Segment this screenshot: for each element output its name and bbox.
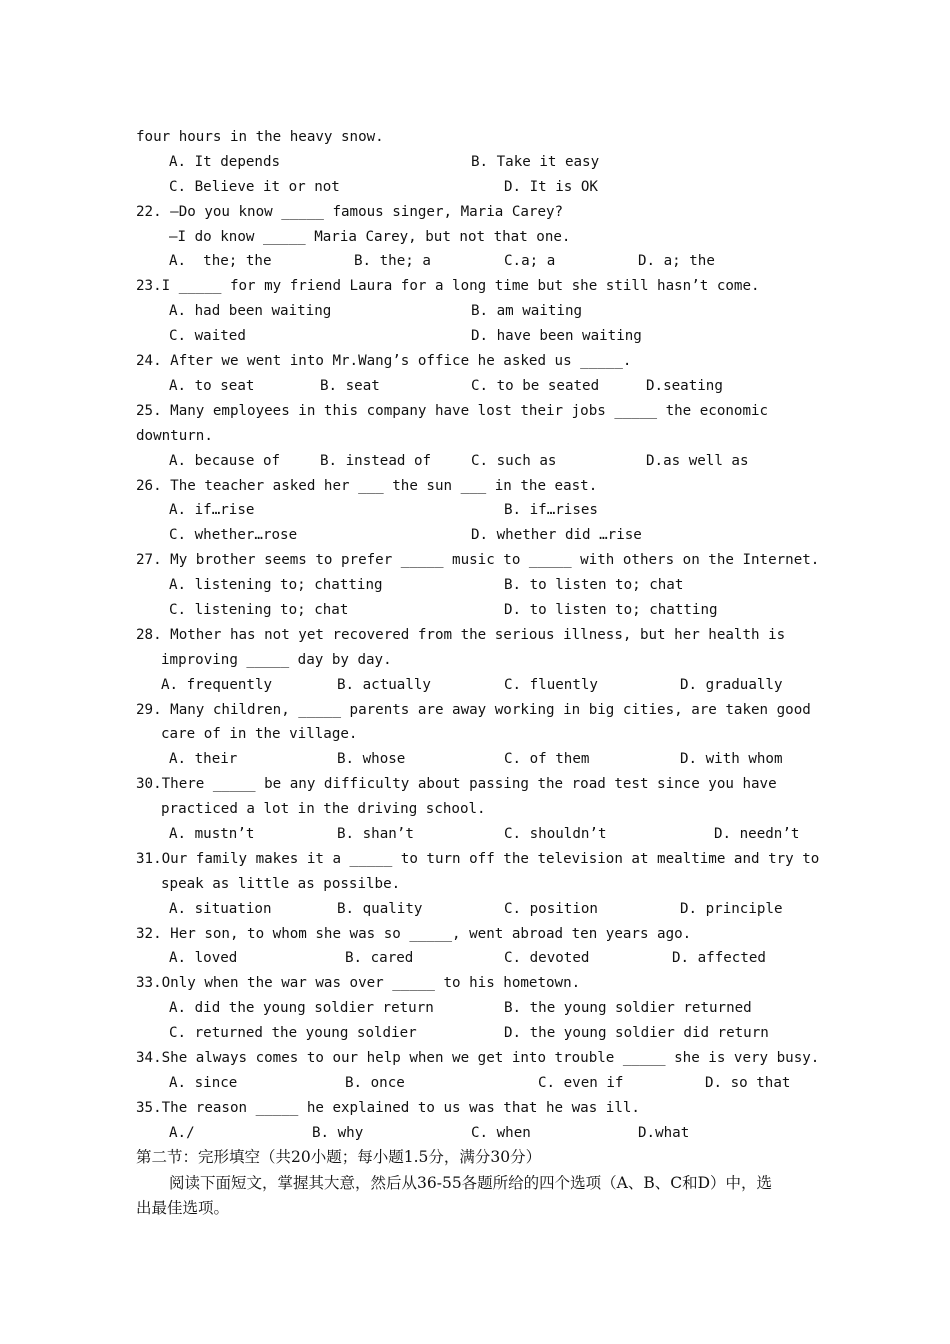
option-a: A. to seat (169, 378, 255, 394)
question-stem: 26. The teacher asked her ___ the sun ___ in the east. (136, 478, 598, 494)
option-c: C. shouldn’t (504, 826, 607, 842)
option-d: D. so that (705, 1075, 791, 1091)
option-a: A. their (169, 751, 238, 767)
q21-stem-end: four hours in the heavy snow. (136, 129, 384, 145)
option-a: A. did the young soldier return (169, 1000, 434, 1016)
option-b: B. instead of (320, 453, 432, 469)
option-b: B. seat (320, 378, 380, 394)
option-b: B. the young soldier returned (504, 1000, 752, 1016)
option-c: C. when (471, 1125, 531, 1141)
option-d: D. principle (680, 901, 783, 917)
section-instruction-cont: 出最佳选项。 (136, 1199, 230, 1217)
option-b: B. to listen to; chat (504, 577, 684, 593)
question-stem: 28. Mother has not yet recovered from the serious illness, but her health is (136, 627, 786, 643)
q21-option-a: A. It depends (169, 154, 281, 170)
option-a: A. because of (169, 453, 281, 469)
option-b: B. whose (337, 751, 406, 767)
option-c: C. returned the young soldier (169, 1025, 417, 1041)
option-b: B. cared (345, 950, 414, 966)
question-stem: 29. Many children, _____ parents are away working in big cities, are taken good (136, 702, 811, 718)
option-d: D. a; the (638, 253, 715, 269)
question-stem: 25. Many employees in this company have lost their jobs _____ the economic (136, 403, 769, 419)
option-b: B. quality (337, 901, 423, 917)
question-stem-cont: speak as little as possilbe. (161, 876, 401, 892)
question-stem: 35.The reason _____ he explained to us was that he was ill. (136, 1100, 640, 1116)
section-heading: 第二节：完形填空（共20小题；每小题1.5分，满分30分） (136, 1148, 542, 1166)
option-d: D. the young soldier did return (504, 1025, 769, 1041)
option-d: D.what (638, 1125, 690, 1141)
option-a: A. since (169, 1075, 238, 1091)
option-d: D.as well as (646, 453, 749, 469)
question-stem: 31.Our family makes it a _____ to turn off the television at mealtime and try to (136, 851, 820, 867)
option-b: B. am waiting (471, 303, 583, 319)
question-stem-cont: —I do know _____ Maria Carey, but not that one. (169, 229, 571, 245)
option-b: B. the; a (354, 253, 431, 269)
question-stem: 34.She always comes to our help when we get into trouble _____ she is very busy. (136, 1050, 820, 1066)
option-a: A. frequently (161, 677, 273, 693)
option-a: A./ (169, 1125, 195, 1141)
question-stem: 32. Her son, to whom she was so _____, went abroad ten years ago. (136, 926, 692, 942)
option-b: B. actually (337, 677, 431, 693)
option-a: A. mustn’t (169, 826, 255, 842)
option-c: C. waited (169, 328, 246, 344)
option-c: C. devoted (504, 950, 590, 966)
question-stem-cont: downturn. (136, 428, 213, 444)
q21-option-c: C. Believe it or not (169, 179, 340, 195)
option-a: A. loved (169, 950, 238, 966)
q21-option-b: B. Take it easy (471, 154, 600, 170)
option-c: C. of them (504, 751, 590, 767)
option-a: A. situation (169, 901, 272, 917)
option-d: D. to listen to; chatting (504, 602, 718, 618)
option-c: C. such as (471, 453, 557, 469)
question-stem-cont: care of in the village. (161, 726, 358, 742)
option-c: C. whether…rose (169, 527, 298, 543)
question-stem: 30.There _____ be any difficulty about passing the road test since you have (136, 776, 777, 792)
option-a: A. listening to; chatting (169, 577, 383, 593)
option-c: C. to be seated (471, 378, 600, 394)
option-d: D.seating (646, 378, 723, 394)
option-b: B. once (345, 1075, 405, 1091)
section-instruction: 阅读下面短文，掌握其大意，然后从36-55各题所给的四个选项（A、B、C和D）中，选 (169, 1174, 773, 1192)
option-d: D. gradually (680, 677, 783, 693)
question-stem: 23.I _____ for my friend Laura for a long time but she still hasn’t come. (136, 278, 760, 294)
option-b: B. if…rises (504, 502, 598, 518)
option-d: D. needn’t (714, 826, 800, 842)
option-d: D. affected (672, 950, 766, 966)
option-b: B. shan’t (337, 826, 414, 842)
option-b: B. why (312, 1125, 364, 1141)
option-d: D. have been waiting (471, 328, 642, 344)
question-stem-cont: practiced a lot in the driving school. (161, 801, 486, 817)
option-c: C. even if (538, 1075, 624, 1091)
question-stem: 33.Only when the war was over _____ to his hometown. (136, 975, 581, 991)
option-a: A. had been waiting (169, 303, 332, 319)
option-c: C.a; a (504, 253, 556, 269)
question-stem: 24. After we went into Mr.Wang’s office he asked us _____. (136, 353, 632, 369)
option-a: A. the; the (169, 253, 272, 269)
option-a: A. if…rise (169, 502, 255, 518)
option-d: D. whether did …rise (471, 527, 642, 543)
question-stem: 22. —Do you know _____ famous singer, Maria Carey? (136, 204, 564, 220)
option-c: C. fluently (504, 677, 598, 693)
q21-option-d: D. It is OK (504, 179, 598, 195)
option-d: D. with whom (680, 751, 783, 767)
option-c: C. position (504, 901, 598, 917)
option-c: C. listening to; chat (169, 602, 349, 618)
question-stem: 27. My brother seems to prefer _____ music to _____ with others on the Internet. (136, 552, 820, 568)
question-stem-cont: improving _____ day by day. (161, 652, 392, 668)
